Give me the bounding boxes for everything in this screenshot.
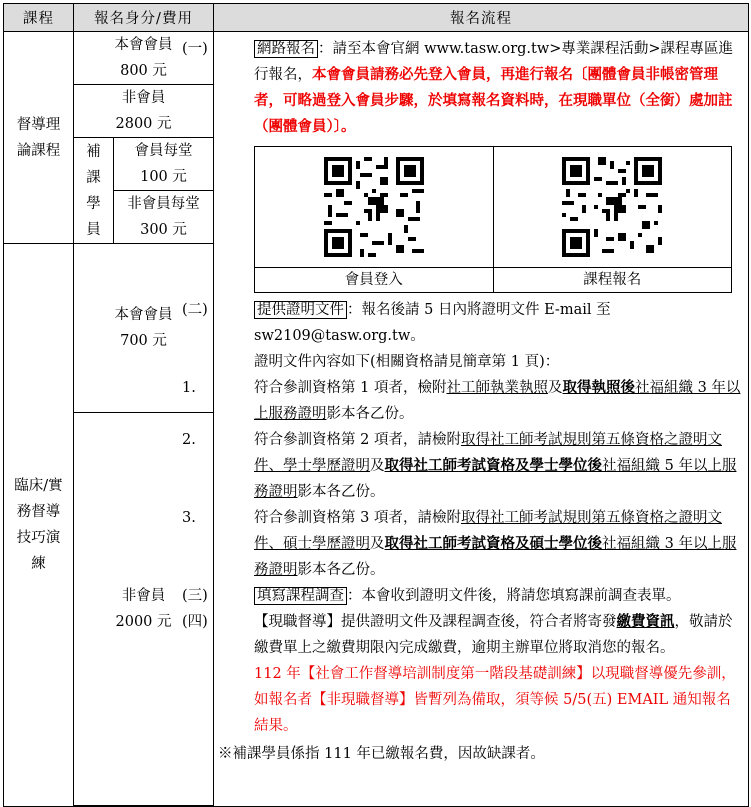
step2-intro: 證明文件內容如下(相關資格請見簡章第 1 頁)： <box>254 354 560 370</box>
makeup-member-cell: 會員每堂 100 元 <box>114 138 214 191</box>
step1: (一) 網路報名 ：請至本會官網 www.tasw.org.tw>專業課程活動>課程專區進行報名，本會會員請務必先登入會員，再進行報名〔團體會員非帳密管理者，可略過登入會員步驟，於填寫報名資料時，在現職單位（全銜）處加註（團體會員）〕。 <box>182 41 734 135</box>
header-course: 課程 <box>4 4 74 32</box>
spacer-cell <box>74 806 214 807</box>
course-clinical: 臨床/實務督導技巧演練 <box>4 244 74 807</box>
qr-code-icon <box>324 157 424 257</box>
makeup-nonmember-cell: 非會員每堂 300 元 <box>114 191 214 244</box>
clinical-nonmember-cell: 非會員 2000 元 <box>74 413 214 806</box>
step2-item-2: 2. 符合參訓資格第 2 項者，請檢附取得社工師考試規則第五條資格之證明文件、學士學歷證明及取得社工師考試資格及學士學位後社福組織 5 年以上服務證明影本各乙份。 <box>182 432 737 500</box>
step2: (二) 提供證明文件 ：報名後請 5 日內將證明文件 E-mail 至 sw2109@tasw.org.tw。 <box>182 302 611 344</box>
header-flow: 報名流程 <box>214 4 749 32</box>
qr-member-login[interactable] <box>255 147 494 268</box>
supervision-member-cell: 本會會員 800 元 <box>74 32 214 85</box>
registration-table <box>3 3 749 807</box>
makeup-label: 補課學員 <box>74 138 114 244</box>
course-supervision: 督導理論課程 <box>4 32 74 244</box>
step3: (三) 填寫課程調查 ：本會收到證明文件後，將請您填寫課前調查表單。 <box>182 588 681 604</box>
qr-caption-member-login: 會員登入 <box>255 268 494 293</box>
supervision-nonmember-cell: 非會員 2800 元 <box>74 85 214 138</box>
step4: (四) 【現職督導】提供證明文件及課程調查後，符合者將寄發繳費資訊，敬請於繳費單上之繳費期限內完成繳費，逾期主辦單位將取消您的報名。 <box>182 613 733 656</box>
qr-table <box>254 146 732 293</box>
header-identity-fee: 報名身分/費用 <box>74 4 214 32</box>
flow-cell <box>182 32 749 807</box>
qr-course-registration[interactable] <box>493 147 732 268</box>
qr-code-icon <box>562 157 662 257</box>
makeup-footnote: ※補課學員係指 111 年已繳報名費，因故缺課者。 <box>218 746 545 762</box>
qr-caption-course-registration: 課程報名 <box>493 268 732 293</box>
step2-item-1: 1. 符合參訓資格第 1 項者，檢附社工師執業執照及取得執照後社福組織 3 年以上服務證明影本各乙份。 <box>182 379 741 422</box>
step4-priority-note: 112 年【社會工作督導培訓制度第一階段基礎訓練】以現職督導優先參訓，如報名者【非現職督導】皆暫列為備取，須等候 5/5(五) EMAIL 通知報名結果。 <box>254 666 736 734</box>
clinical-member-cell: 本會會員 700 元 <box>74 244 214 413</box>
step2-item-3: 3. 符合參訓資格第 3 項者，請檢附取得社工師考試規則第五條資格之證明文件、碩士學歷證明及取得社工師考試資格及碩士學位後社福組織 3 年以上服務證明影本各乙份。 <box>182 510 737 578</box>
